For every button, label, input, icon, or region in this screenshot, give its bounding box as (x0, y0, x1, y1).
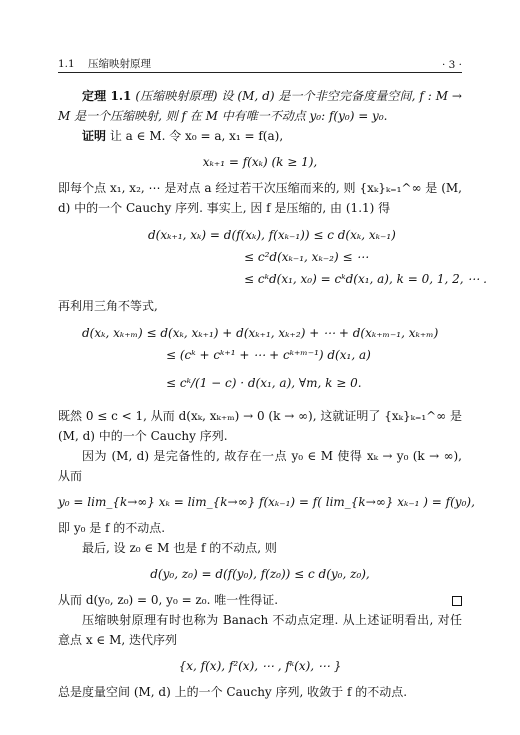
cauchy-paragraph: 即每个点 x₁, x₂, ⋯ 是对点 a 经过若干次压缩而来的, 则 {xₖ}ₖ₌₁^∞ 是 (M, d) 中的一个 Cauchy 序列. 事实上, 因 f 是压缩的, 由 (1.1) 得 (58, 181, 462, 215)
inequality-line: ≤ cᵏ/(1 − c) · d(x₁, a), ∀m, k ≥ 0. (166, 376, 362, 390)
page-number: · 3 · (441, 59, 462, 71)
convergence-paragraph: 既然 0 ≤ c < 1, 从而 d(xₖ, xₖ₊ₘ) → 0 (k → ∞), 这就证明了 {xₖ}ₖ₌₁^∞ 是 (M, d) 中的一个 Cauchy 序列. (58, 409, 462, 443)
iteration-sequence: {x, f(x), f²(x), ⋯ , fᵏ(x), ⋯ } (178, 659, 342, 673)
theorem-statement: (压缩映射原理) 设 (M, d) 是一个非空完备度量空间, f : M → M 是一个压缩映射, 则 f 在 M 中有唯一不动点 y₀: f(y₀) = y₀. (58, 89, 462, 123)
uniqueness-conclusion: 从而 d(y₀, z₀) = 0, y₀ = z₀. 唯一性得证. (58, 593, 279, 607)
section-number: 1.1 (58, 58, 75, 70)
theorem-label: 定理 1.1 (82, 89, 132, 103)
section-heading (58, 56, 161, 71)
page-body (58, 86, 487, 702)
completeness-paragraph: 因为 (M, d) 是完备性的, 故存在一点 y₀ ∈ M 使得 xₖ → y₀ (k → ∞), 从而 (58, 449, 462, 483)
inequality-line: ≤ c²d(xₖ₋₁, xₖ₋₂) ≤ ⋯ (244, 250, 369, 264)
recurrence-equation: xₖ₊₁ = f(xₖ) (k ≥ 1), (202, 155, 318, 169)
proof-start (58, 126, 462, 146)
uniqueness-paragraph: 最后, 设 z₀ ∈ M 也是 f 的不动点, 则 (82, 541, 277, 555)
contraction-inequality (148, 224, 487, 290)
triangle-inequality (82, 322, 462, 400)
proof-end (58, 590, 462, 610)
running-header (58, 53, 462, 71)
remark-conclusion: 总是度量空间 (M, d) 上的一个 Cauchy 序列, 收敛于 f 的不动点. (58, 685, 408, 699)
inequality-line: ≤ (cᵏ + cᵏ⁺¹ + ⋯ + cᵏ⁺ᵐ⁻¹) d(x₁, a) (166, 348, 371, 362)
triangle-paragraph: 再利用三角不等式, (58, 299, 158, 313)
uniqueness-equation: d(y₀, z₀) = d(f(y₀), f(z₀)) ≤ c d(y₀, z₀), (150, 567, 370, 581)
proof-line-1: 让 a ∈ M. 令 x₀ = a, x₁ = f(a), (109, 129, 284, 143)
inequality-line: ≤ cᵏd(x₁, x₀) = cᵏd(x₁, a), k = 0, 1, 2, ⋯ . (244, 272, 487, 286)
fixed-point-paragraph: 即 y₀ 是 f 的不动点. (58, 521, 166, 535)
header-rule (58, 72, 462, 73)
inequality-line: d(xₖ₊₁, xₖ) = d(f(xₖ), f(xₖ₋₁)) ≤ c d(xₖ, xₖ₋₁) (148, 228, 396, 242)
limit-equation: y₀ = lim_{k→∞} xₖ = lim_{k→∞} f(xₖ₋₁) = f( lim_{k→∞} xₖ₋₁ ) = f(y₀), (58, 495, 475, 509)
proof-label: 证明 (82, 129, 107, 143)
theorem (58, 86, 462, 126)
inequality-line: d(xₖ, xₖ₊ₘ) ≤ d(xₖ, xₖ₊₁) + d(xₖ₊₁, xₖ₊₂) + ⋯ + d(xₖ₊ₘ₋₁, xₖ₊ₘ) (82, 326, 439, 340)
section-title: 压缩映射原理 (88, 58, 152, 70)
qed-square-icon (452, 596, 462, 606)
remark-paragraph: 压缩映射原理有时也称为 Banach 不动点定理. 从上述证明看出, 对任意点 x ∈ M, 迭代序列 (58, 613, 462, 647)
